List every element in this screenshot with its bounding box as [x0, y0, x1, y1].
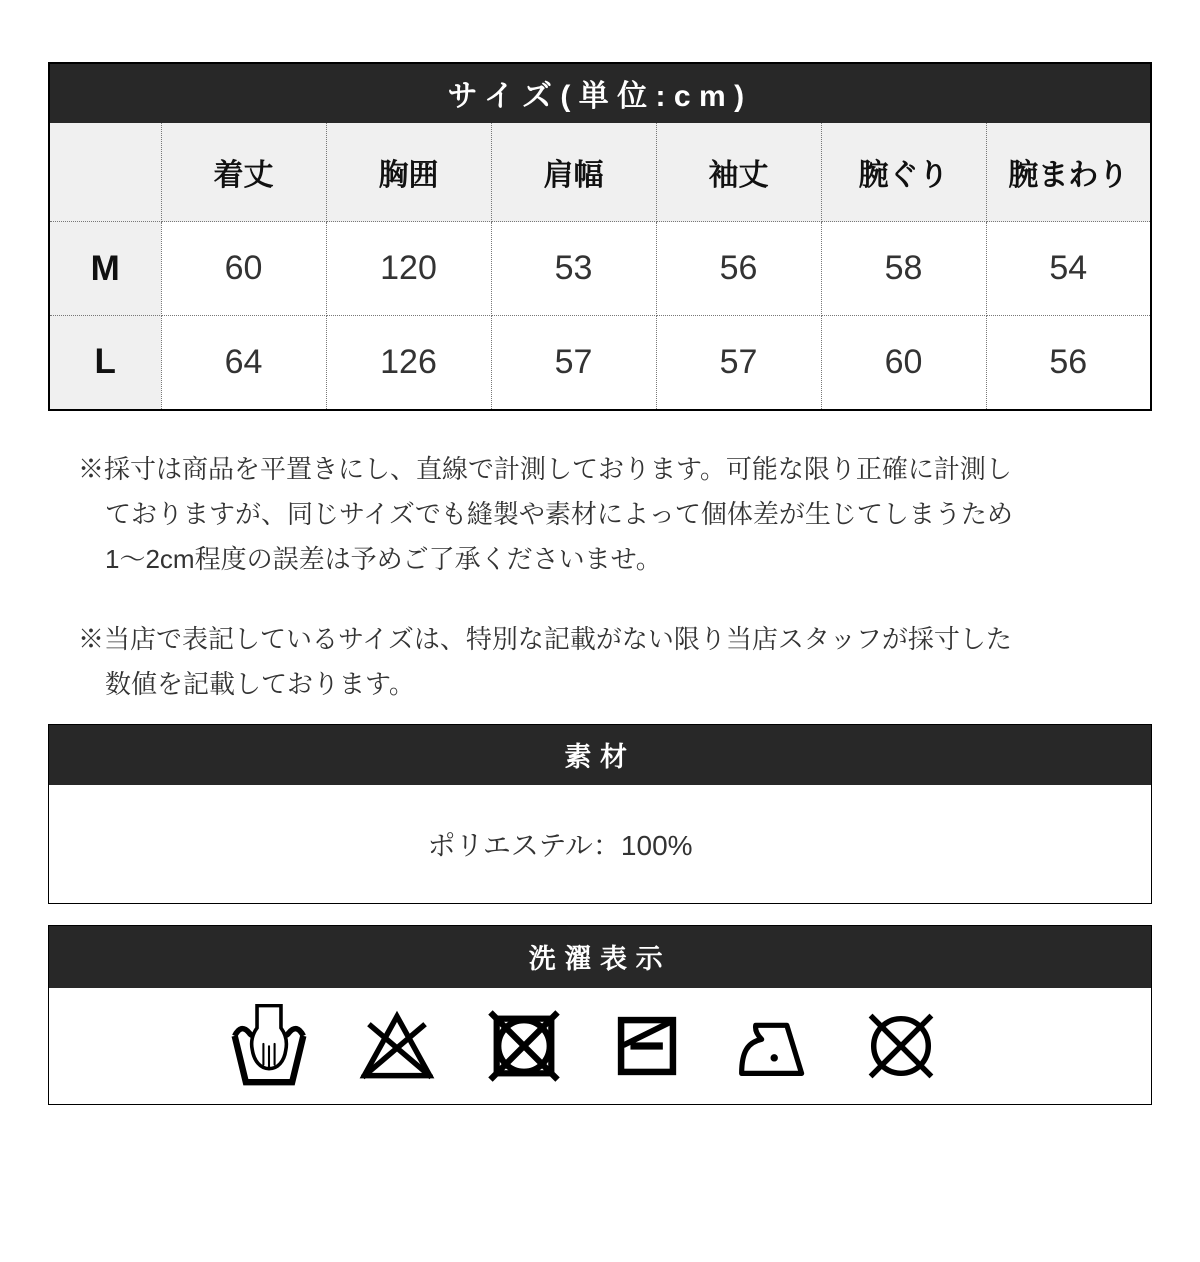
do-not-bleach-icon: [357, 1007, 437, 1085]
cell-m-shoulder: 53: [491, 222, 656, 316]
size-spec-sheet: [48, 62, 1152, 1105]
dry-flat-in-shade-icon: [611, 1007, 683, 1085]
table-row-m: [49, 222, 1151, 316]
material-section: [48, 724, 1152, 904]
cell-m-chest: 120: [326, 222, 491, 316]
measurement-notes: [78, 447, 1152, 707]
cell-m-length: 60: [161, 222, 326, 316]
note-line: 数値を記載しております。: [105, 668, 415, 699]
material-value: ポリエステル：100%: [427, 829, 693, 861]
laundry-section-title: 洗濯表示: [49, 926, 1151, 988]
do-not-tumble-dry-icon: [485, 1007, 563, 1085]
column-header-sleeve: 袖丈: [656, 123, 821, 222]
do-not-dry-clean-icon: [861, 1007, 941, 1085]
note-line: 1〜2cm程度の誤差は予めご了承くださいませ。: [105, 543, 662, 574]
size-label-m: M: [49, 222, 161, 316]
cell-m-sleeve: 56: [656, 222, 821, 316]
column-header-chest: 胸囲: [326, 123, 491, 222]
note-measurement-disclaimer: [78, 447, 1152, 582]
size-table: [48, 62, 1152, 411]
note-line: ※当店で表記しているサイズは、特別な記載がない限り当店スタッフが採寸した: [78, 623, 1012, 654]
column-header-armhole: 腕ぐり: [821, 123, 986, 222]
cell-l-length: 64: [161, 316, 326, 410]
column-header-length: 着丈: [161, 123, 326, 222]
cell-m-arm-width: 54: [986, 222, 1151, 316]
note-line: ※採寸は商品を平置きにし、直線で計測しております。可能な限り正確に計測し: [78, 453, 1012, 484]
cell-l-arm-width: 56: [986, 316, 1151, 410]
size-table-header-row: [49, 123, 1151, 222]
corner-cell: [49, 123, 161, 222]
cell-l-armhole: 60: [821, 316, 986, 410]
size-label-l: L: [49, 316, 161, 410]
column-header-arm-width: 腕まわり: [986, 123, 1151, 222]
cell-l-sleeve: 57: [656, 316, 821, 410]
cell-m-armhole: 58: [821, 222, 986, 316]
note-line: ておりますが、同じサイズでも縫製や素材によって個体差が生じてしまうため: [105, 498, 1013, 529]
note-staff-measured: [78, 617, 1152, 707]
laundry-icons-row: [49, 988, 1151, 1104]
size-table-title: サイズ(単位:cm): [49, 63, 1151, 123]
cell-l-shoulder: 57: [491, 316, 656, 410]
iron-low-heat-icon: [731, 1009, 813, 1083]
material-section-title: 素材: [49, 725, 1151, 785]
laundry-section: [48, 925, 1152, 1105]
cell-l-chest: 126: [326, 316, 491, 410]
column-header-shoulder: 肩幅: [491, 123, 656, 222]
table-row-l: [49, 316, 1151, 410]
size-table-title-row: [49, 63, 1151, 123]
hand-wash-icon: [229, 1004, 309, 1087]
